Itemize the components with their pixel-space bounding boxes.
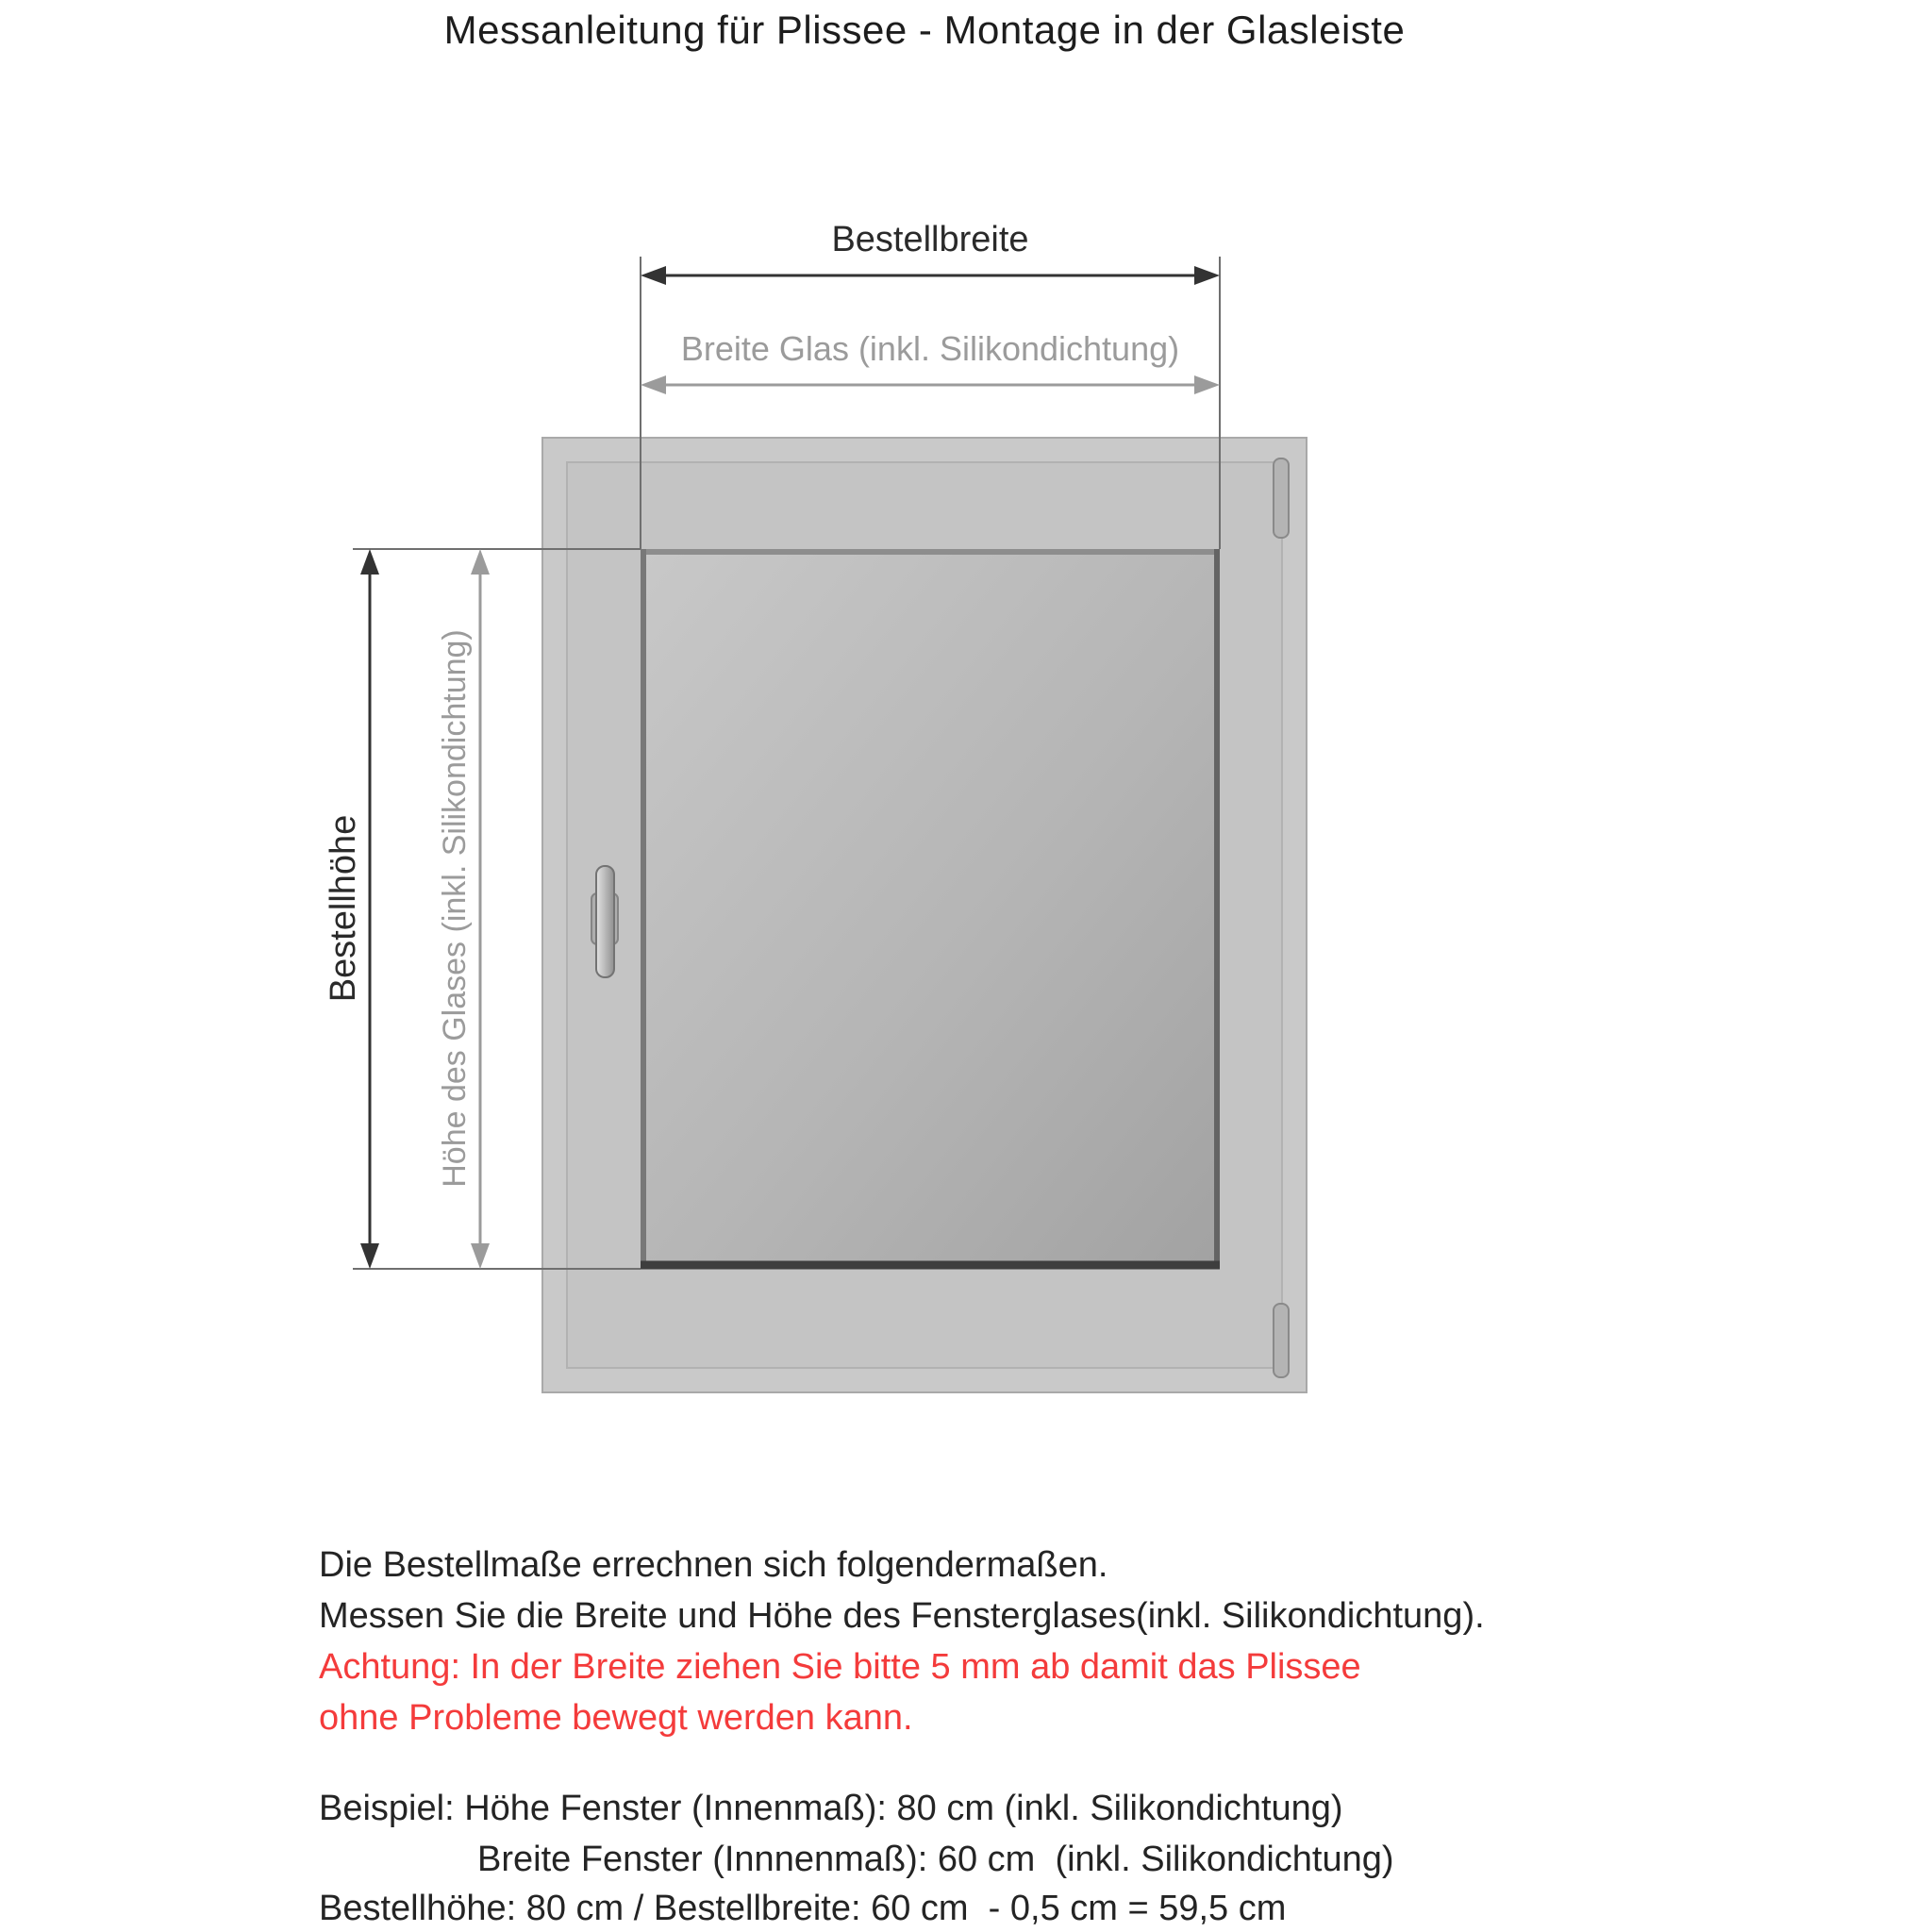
window-hinge-top (1274, 458, 1289, 538)
window-handle (591, 866, 618, 977)
glass-height-label: Höhe des Glases (inkl. Silikondichtung) (436, 629, 473, 1188)
example-line-2: Breite Fenster (Innnenmaß): 60 cm (inkl. Silikondichtung) (477, 1840, 1394, 1879)
glass-width-label: Breite Glas (inkl. Silikondichtung) (680, 329, 1180, 368)
glass-width-arrow (641, 375, 1220, 394)
warning-line-2: ohne Probleme bewegt werden kann. (319, 1698, 913, 1738)
window-glass (641, 549, 1220, 1269)
example-line-3: Bestellhöhe: 80 cm / Bestellbreite: 60 cm - 0,5 cm = 59,5 cm (319, 1889, 1287, 1928)
window-handle-lever (596, 866, 614, 977)
order-width-label: Bestellbreite (831, 220, 1029, 259)
window-hinge-bottom (1274, 1304, 1289, 1377)
page-title: Messanleitung für Plissee - Montage in der Glasleiste (443, 8, 1406, 52)
instruction-line-2: Messen Sie die Breite und Höhe des Fensterglases(inkl. Silikondichtung). (319, 1596, 1485, 1636)
order-width-arrow (641, 266, 1220, 285)
window-illustration (542, 438, 1307, 1392)
warning-line-1: Achtung: In der Breite ziehen Sie bitte 5 mm ab damit das Plissee (319, 1647, 1361, 1687)
glass-height-arrow (471, 549, 490, 1269)
example-line-1: Beispiel: Höhe Fenster (Innenmaß): 80 cm (inkl. Silikondichtung) (319, 1789, 1343, 1828)
order-height-label: Bestellhöhe (324, 814, 364, 1003)
instruction-line-1: Die Bestellmaße errechnen sich folgendermaßen. (319, 1545, 1108, 1585)
